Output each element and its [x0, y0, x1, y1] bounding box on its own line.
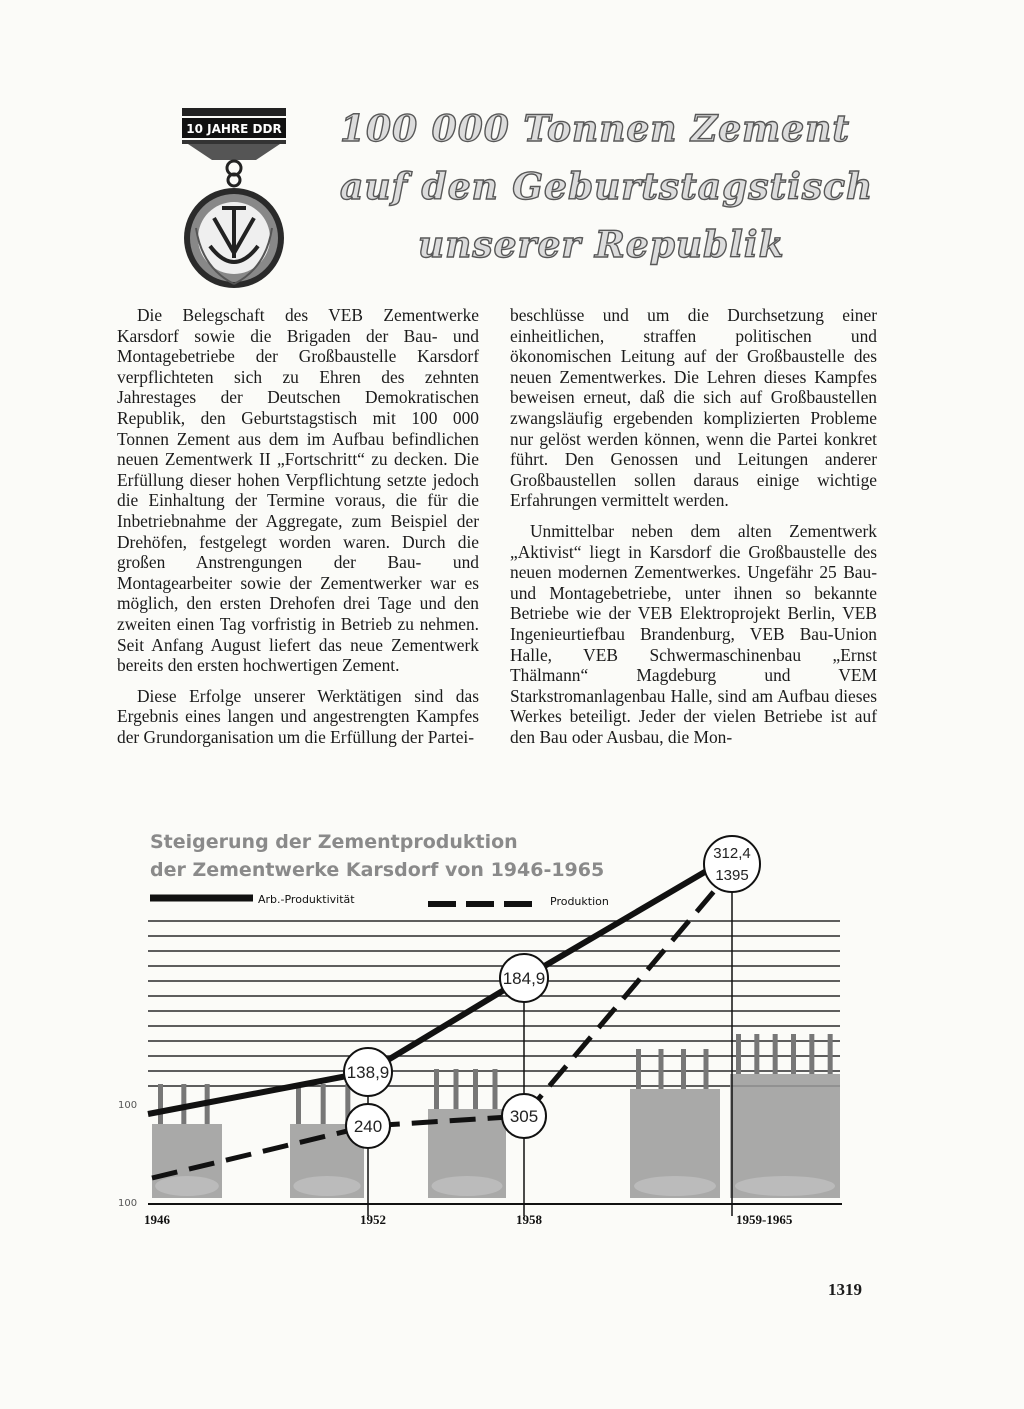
productivity-point-label: 312,4 — [713, 845, 751, 862]
x-tick-label: 1946 — [144, 1212, 170, 1227]
page-number: 1319 — [828, 1280, 862, 1299]
headline — [330, 100, 874, 274]
factory-chimney — [809, 1034, 814, 1074]
factory-chimney — [434, 1069, 439, 1109]
cement-production-chart — [110, 826, 890, 1246]
ddr-anniversary-medal — [178, 108, 290, 288]
paragraph: Diese Erfolge unserer Werktätigen sind das Ergebnis eines langen und angestrengten Kampfes der Grundorganisation um die Erfüllung der Partei- — [117, 685, 479, 747]
factory-chimney — [473, 1069, 478, 1109]
factory-chimney — [681, 1049, 686, 1089]
article-column-left — [117, 305, 479, 757]
x-tick-label: 1952 — [360, 1212, 386, 1227]
factory-chimney — [636, 1049, 641, 1089]
factory-chimney — [754, 1034, 759, 1074]
legend-production-label: Produktion — [550, 895, 609, 908]
headline-line-3: unserer Republik — [418, 224, 785, 266]
x-tick-label: 1959-1965 — [736, 1212, 793, 1227]
production-point-label: 240 — [353, 1117, 383, 1136]
factory-chimney — [158, 1084, 163, 1124]
factory-kiln — [293, 1176, 360, 1196]
factory-kiln — [155, 1176, 219, 1196]
factory-chimney — [791, 1034, 796, 1074]
factory-kiln — [735, 1176, 835, 1196]
production-point-label: 305 — [509, 1107, 539, 1126]
headline-line-1: 100 000 Tonnen Zement — [340, 108, 850, 150]
productivity-start-label: 100 — [118, 1100, 138, 1111]
chart-subtitle: der Zementwerke Karsdorf von 1946-1965 — [150, 859, 605, 881]
headline-line-2: auf den Geburtstagstisch — [340, 166, 874, 208]
chart-title: Steigerung der Zementproduktion — [150, 831, 518, 853]
factory-kiln — [634, 1176, 716, 1196]
paragraph: beschlüsse und um die Durchsetzung einer einheitlichen, straffen politischen und ökonomischen Leitung auf der Großbaustelle des neuen Zementwerkes. Die Lehren dieses Kampfes beweisen erneut, daß die sich auf Großbaustellen zwangsläufig ergebenden komplizierten Probleme nur gelöst werden können, wenn die Partei konkret führt. Den Genossen und Leitungen anderer Großbaustellen sollen daraus einige wichtige Erfahrungen vermittelt werden. — [510, 305, 877, 511]
production-start-label: 100 — [118, 1198, 138, 1209]
factory-chimney — [773, 1034, 778, 1074]
factory-chimney — [454, 1069, 459, 1109]
factory-chimney — [296, 1084, 301, 1124]
factory-chimney — [704, 1049, 709, 1089]
factory-chimney — [493, 1069, 498, 1109]
productivity-point-label: 138,9 — [346, 1063, 390, 1082]
paragraph: Die Belegschaft des VEB Zementwerke Karsdorf sowie die Brigaden der Bau- und Montagebetriebe der Großbaustelle Karsdorf verpflichteten sich zu Ehren des zehnten Jahrestages der Deutschen Demokratischen Republik, den Geburtstagstisch mit 100 000 Tonnen Zement aus dem im Aufbau befindlichen neuen Zementwerk II „Fortschritt“ zu decken. Die Erfüllung dieser hohen Verpflichtung setzte jedoch die Einhaltung der Termine voraus, die für die Inbetriebnahme der Aggregate, zum Beispiel der Drehöfen, festgelegt worden waren. Durch die großen Anstrengungen der Bau- und Montagearbeiter sowie der Zementwerker war es möglich, den ersten Drehofen drei Tage und den zweiten einen Tag vorfristig in Betrieb zu nehmen. Seit Anfang August liefert das neue Zementwerk bereits den ersten hochwertigen Zement. — [117, 305, 479, 676]
factory-kiln — [432, 1176, 503, 1196]
paragraph: Unmittelbar neben dem alten Zementwerk „Aktivist“ liegt in Karsdorf die Großbaustelle des neuen modernen Zementwerkes. Ungefähr 25 Bau- und Montagebetriebe, unter ihnen so bekannte Betriebe wie der VEB Elektroprojekt Berlin, VEB Ingenieurtiefbau Brandenburg, VEB Bau-Union Halle, VEB Schwermaschinenbau „Ernst Thälmann“ Magdeburg und VEM Starkstromanlagenbau Halle, sind am Aufbau dieses Werkes beteiligt. Jeder der vielen Betriebe ist auf den Bau oder Ausbau, die Mon- — [510, 520, 877, 747]
factory-chimney — [736, 1034, 741, 1074]
factory-chimney — [828, 1034, 833, 1074]
productivity-point-label: 184,9 — [502, 969, 546, 988]
legend-productivity-label: Arb.-Produktivität — [258, 893, 355, 906]
medal-ribbon-text: 10 JAHRE DDR — [186, 122, 282, 136]
x-tick-label: 1958 — [516, 1212, 542, 1227]
article-column-right — [510, 305, 877, 757]
factory-chimney — [321, 1084, 326, 1124]
production-point-label: 1395 — [715, 867, 749, 884]
factory-chimney — [659, 1049, 664, 1089]
